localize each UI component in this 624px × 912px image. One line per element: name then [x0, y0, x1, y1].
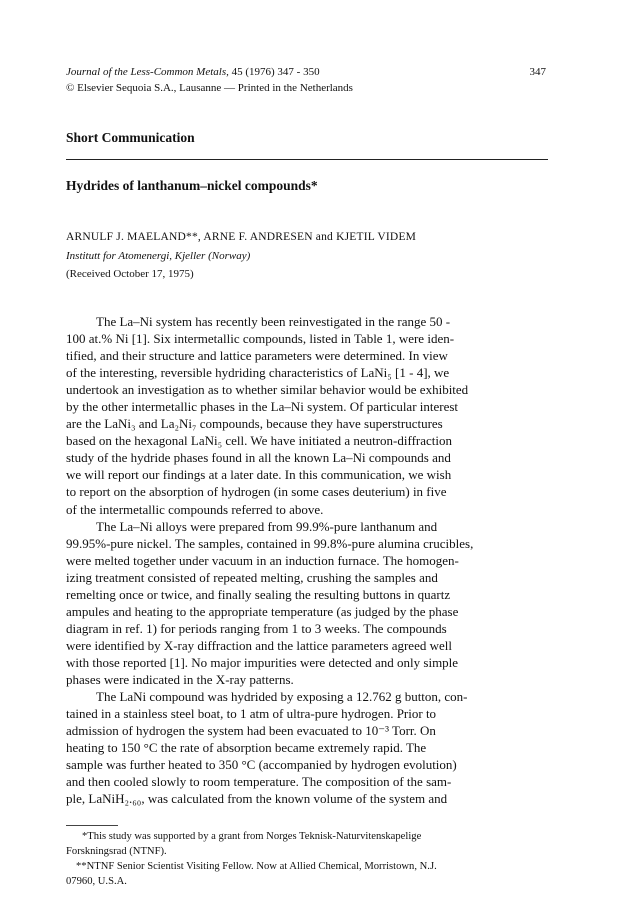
body-line: The La–Ni alloys were prepared from 99.9%-pure lanthanum and: [96, 518, 438, 534]
body-line: 99.95%-pure nickel. The samples, contained in 99.8%-pure alumina crucibles,: [66, 535, 474, 551]
footnote-affiliation-cont: 07960, U.S.A.: [66, 876, 127, 887]
journal-name: Journal of the Less-Common Metals,: [66, 66, 229, 78]
journal-volume-pages: 45 (1976) 347 - 350: [231, 66, 320, 78]
footnote-funding-cont: Forskningsrad (NTNF).: [66, 846, 167, 857]
institution: Institutt for Atomenergi, Kjeller (Norway): [66, 250, 251, 262]
footnote-funding: *This study was supported by a grant from Norges Teknisk-Naturvitenskapelige: [82, 831, 422, 842]
footnotes: [66, 829, 437, 889]
body-line: The LaNi compound was hydrided by exposing a 12.762 g button, con-: [96, 689, 468, 705]
footnote-divider: [66, 825, 118, 826]
body-line: to report on the absorption of hydrogen (in some cases deuterium) in five: [66, 484, 447, 500]
footnote-affiliation: **NTNF Senior Scientist Visiting Fellow. Now at Allied Chemical, Morristown, N.J.: [76, 861, 437, 872]
body-line: ple, LaNiH₂.₆₀, was calculated from the known volume of the system and: [66, 791, 448, 807]
body-line: we will report our findings at a later date. In this communication, we wish: [66, 467, 452, 483]
article-title: Hydrides of lanthanum–nickel compounds*: [66, 178, 318, 193]
body-line: phases were indicated in the X-ray patterns.: [66, 671, 294, 687]
body-line: admission of hydrogen the system had been evacuated to 10⁻³ Torr. On: [66, 723, 436, 739]
body-line: 100 at.% Ni [1]. Six intermetallic compounds, listed in Table 1, were iden-: [66, 331, 455, 347]
body-line: with those reported [1]. No major impurities were detected and only simple: [66, 654, 459, 670]
authors: ARNULF J. MAELAND**, ARNE F. ANDRESEN and KJETIL VIDEM: [66, 231, 417, 243]
body-line: study of the hydride phases found in all the known La–Ni compounds and: [66, 450, 451, 466]
body-line: tained in a stainless steel boat, to 1 atm of ultra-pure hydrogen. Prior to: [66, 706, 437, 722]
body-line: tified, and their structure and lattice parameters were determined. In view: [66, 348, 448, 364]
body-line: izing treatment consisted of repeated melting, crushing the samples and: [66, 569, 438, 585]
body-line: undertook an investigation as to whether similar behavior would be exhibited: [66, 382, 469, 398]
section-label: Short Communication: [66, 130, 195, 145]
body-line: sample was further heated to 350 °C (accompanied by hydrogen evolution): [66, 757, 457, 773]
body-line: were melted together under vacuum in an induction furnace. The homogen-: [66, 552, 459, 568]
page-number: 347: [529, 66, 546, 78]
body-line: and then cooled slowly to room temperature. The composition of the sam-: [66, 774, 452, 790]
body-line: of the interesting, reversible hydriding characteristics of LaNi₅ [1 - 4], we: [66, 365, 450, 381]
body-line: The La–Ni system has recently been reinvestigated in the range 50 -: [96, 314, 451, 329]
body-line: heating to 150 °C the rate of absorption became extremely rapid. The: [66, 740, 427, 756]
body-line: remelting once or twice, and finally sealing the resulting buttons in quartz: [66, 586, 451, 602]
body-line: by the other intermetallic phases in the La–Ni system. Of particular interest: [66, 399, 459, 415]
body-line: diagram in ref. 1) for periods ranging from 1 to 3 weeks. The compounds: [66, 620, 447, 636]
publisher-line: © Elsevier Sequoia S.A., Lausanne — Printed in the Netherlands: [66, 82, 353, 94]
body-line: based on the hexagonal LaNi₅ cell. We have initiated a neutron-diffraction: [66, 433, 453, 449]
received-date: (Received October 17, 1975): [66, 268, 194, 280]
journal-citation: [66, 66, 320, 78]
body-line: ampules and heating to the appropriate temperature (as judged by the phase: [66, 603, 459, 619]
body-line: are the LaNi₃ and La₂Ni₇ compounds, because they have superstructures: [66, 416, 443, 432]
body-text: [66, 313, 473, 807]
body-line: of the intermetallic compounds referred to above.: [66, 501, 324, 517]
body-line: were identified by X-ray diffraction and the lattice parameters agreed well: [66, 637, 452, 653]
section-divider: [66, 159, 548, 160]
